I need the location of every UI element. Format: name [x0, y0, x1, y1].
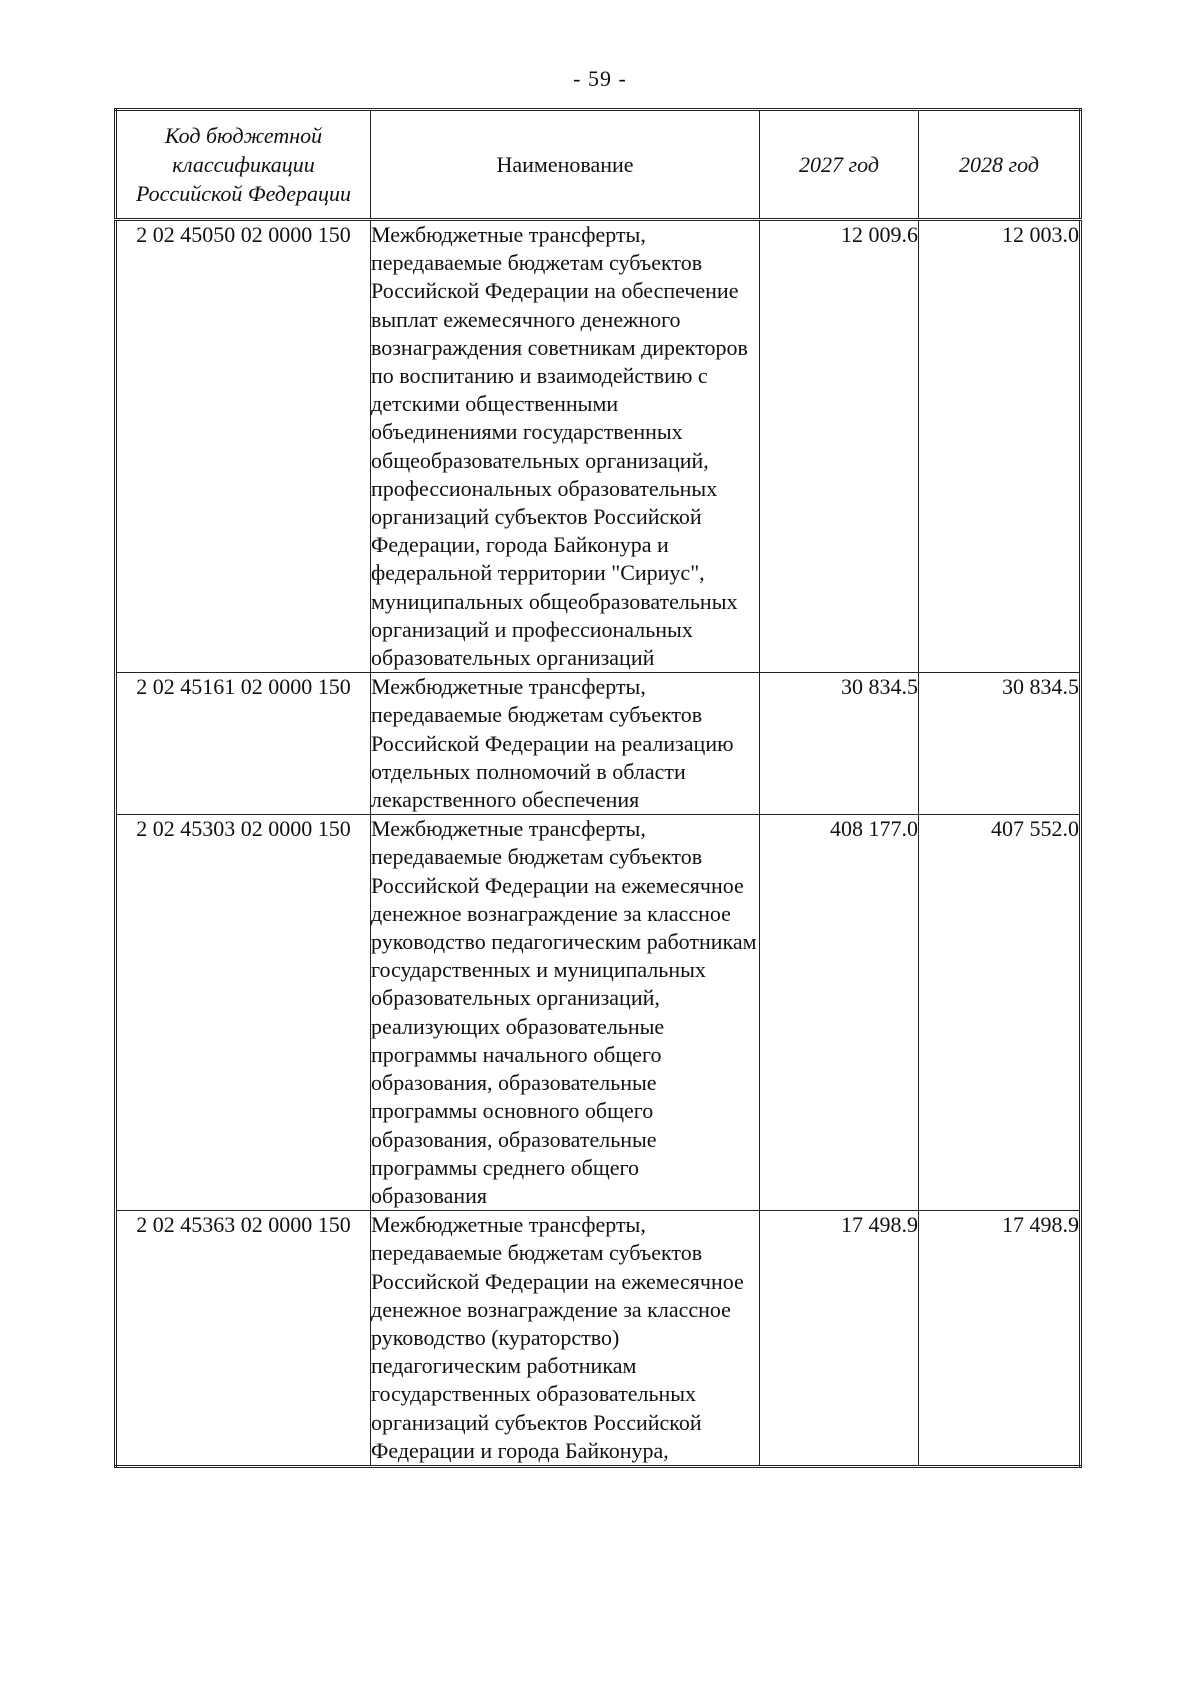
header-year-2027: 2027 год — [760, 110, 919, 220]
row-value-2027: 408 177.0 — [760, 815, 919, 1211]
budget-table — [114, 108, 1082, 1468]
row-name: Межбюджетные трансферты, передаваемые бюджетам субъектов Российской Федерации на обеспечение выплат ежемесячного денежного вознаграждения советникам директоров по воспитанию и взаимодействию с детскими общественными объединениями государственных общеобразовательных организаций, профессиональных образовательных организаций субъектов Российской Федерации, города Байконура и федеральной территории "Сириус", муниципальных общеобразовательных организаций и профессиональных образовательных организаций — [371, 220, 760, 673]
table-row — [116, 1211, 1081, 1467]
row-code: 2 02 45161 02 0000 150 — [116, 673, 371, 815]
row-name: Межбюджетные трансферты, передаваемые бюджетам субъектов Российской Федерации на ежемесячное денежное вознаграждение за классное руководство педагогическим работникам государственных и муниципальных образовательных организаций, реализующих образовательные программы начального общего образования, образовательные программы основного общего образования, образовательные программы среднего общего образования — [371, 815, 760, 1211]
header-row — [116, 110, 1081, 220]
row-code: 2 02 45363 02 0000 150 — [116, 1211, 371, 1467]
header-year-2028: 2028 год — [919, 110, 1081, 220]
row-code: 2 02 45050 02 0000 150 — [116, 220, 371, 673]
row-value-2028: 17 498.9 — [919, 1211, 1081, 1467]
row-value-2027: 17 498.9 — [760, 1211, 919, 1467]
row-name: Межбюджетные трансферты, передаваемые бюджетам субъектов Российской Федерации на реализацию отдельных полномочий в области лекарственного обеспечения — [371, 673, 760, 815]
row-value-2028: 12 003.0 — [919, 220, 1081, 673]
row-value-2028: 30 834.5 — [919, 673, 1081, 815]
row-name: Межбюджетные трансферты, передаваемые бюджетам субъектов Российской Федерации на ежемесячное денежное вознаграждение за классное руководство (кураторство) педагогическим работникам государственных образовательных организаций субъектов Российской Федерации и города Байконура, — [371, 1211, 760, 1467]
row-code: 2 02 45303 02 0000 150 — [116, 815, 371, 1211]
header-name: Наименование — [371, 110, 760, 220]
row-value-2027: 30 834.5 — [760, 673, 919, 815]
table-row — [116, 220, 1081, 673]
row-value-2027: 12 009.6 — [760, 220, 919, 673]
table-row — [116, 673, 1081, 815]
header-code: Код бюджетной классификации Российской Федерации — [116, 110, 371, 220]
page-number: - 59 - — [573, 66, 627, 91]
row-value-2028: 407 552.0 — [919, 815, 1081, 1211]
table-row — [116, 815, 1081, 1211]
